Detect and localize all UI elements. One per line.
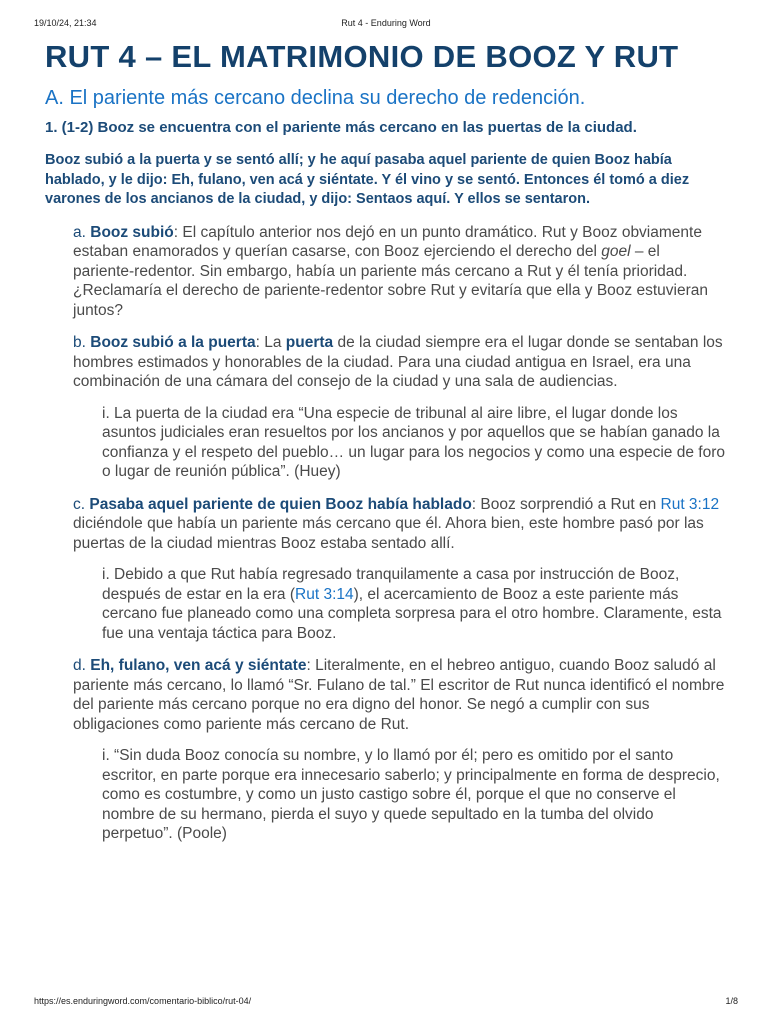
item-text: : La [255, 334, 286, 351]
page-title: RUT 4 – EL MATRIMONIO DE BOOZ Y RUT [45, 39, 679, 74]
item-text: ), el acercamiento de Booz a este pariente más cercano fue planeado como una completa sorpresa para el otro hombre. Claramente, esta fue una ventaja táctica para Booz. [102, 585, 722, 642]
commentary-item-b [73, 333, 725, 392]
commentary-item-c [73, 495, 725, 554]
item-keyword: Booz subió [90, 223, 174, 241]
print-datetime: 19/10/24, 21:34 [34, 18, 97, 28]
section-heading-a: A. El pariente más cercano declina su derecho de redención. [45, 87, 586, 109]
commentary-item-d [73, 656, 725, 734]
item-text: – el pariente-redentor. Sin embargo, había un pariente más cercano a Rut y él tenía prioridad. ¿Reclamaría el derecho de pariente-redentor sobre Rut y evitaría que ella y Booz estuvieran juntos? [73, 243, 708, 319]
item-keyword: Booz subió a la puerta [90, 334, 256, 351]
item-text: : El capítulo anterior nos dejó en un punto dramático. Rut y Booz obviamente estaban enamorados y querían casarse, con Booz ejerciendo el derecho del [73, 223, 702, 260]
print-header [34, 18, 738, 28]
scripture-verse: Booz subió a la puerta y se sentó allí; y he aquí pasaba aquel pariente de quien Booz había hablado, y le dijo: Eh, fulano, ven acá y siéntate. Y él vino y se sentó. Entonces él tomó a diez varones de los ancianos de la ciudad, y dijo: Sentaos aquí. Y ellos se sentaron. [45, 152, 690, 207]
commentary-subitem-c-i [102, 565, 725, 643]
scripture-link-rut-3-12[interactable]: Rut 3:12 [660, 495, 720, 513]
item-marker: a. [73, 223, 86, 241]
item-keyword: puerta [285, 334, 334, 351]
item-text: : Literalmente, en el hebreo antiguo, cuando Booz saludó al pariente más cercano, lo llamó “Sr. Fulano de tal.” El escritor de Rut nunca identificó el nombre del pariente más cercano porque no era digno del honor. Se negó a cumplir con sus obligaciones como pariente más cercano de Rut. [73, 657, 725, 733]
commentary-subitem-d-i: i. “Sin duda Booz conocía su nombre, y lo llamó por él; pero es omitido por el santo escritor, en parte porque era innecesario saberlo; y principalmente en forma de desprecio, como es costumbre, y como un justo castigo sobre él, porque el que no conserve el nombre de su hermano, pierda el suyo y quede sepultado en la tumba del olvido perpetuo”. (Poole) [102, 747, 720, 842]
item-marker: b. [73, 334, 86, 351]
scripture-link-rut-3-14[interactable]: Rut 3:14 [295, 585, 354, 603]
commentary-subitem-b-i: i. La puerta de la ciudad era “Una especie de tribunal al aire libre, el lugar donde los asuntos judiciales eran resueltos por los ancianos y por aquellos que se habían ganado la confianza y el respeto del pueblo… un lugar para los negocios y como una especie de foro o lugar de reunión pública”. (Huey) [102, 404, 725, 480]
print-url: https://es.enduringword.com/comentario-biblico/rut-04/ [34, 996, 252, 1006]
subsection-heading-1: 1. (1-2) Booz se encuentra con el pariente más cercano en las puertas de la ciudad. [45, 119, 637, 136]
item-text: : Booz sorprendió a Rut en [471, 495, 661, 513]
item-keyword: Pasaba aquel pariente de quien Booz había hablado [89, 495, 472, 513]
item-marker: c. [73, 495, 86, 513]
item-text: diciéndole que había un pariente más cercano que él. Ahora bien, este hombre pasó por las puertas de la ciudad mientras Booz estaba sentado allí. [73, 515, 704, 552]
article-content [45, 40, 725, 844]
print-footer [34, 996, 738, 1006]
item-keyword: Eh, fulano, ven acá y siéntate [90, 657, 307, 674]
item-italic-term: goel [601, 243, 631, 260]
item-marker: d. [73, 657, 86, 674]
item-text: i. Debido a que Rut había regresado tranquilamente a casa por instrucción de Booz, después de estar en la era ( [102, 566, 680, 603]
page-number: 1/8 [725, 996, 738, 1006]
commentary-item-a [73, 223, 725, 321]
item-text: de la ciudad siempre era el lugar donde se sentaban los hombres estimados y honorables de la ciudad. Para una ciudad antigua en Israel, era una combinación de una cámara del consejo de la ciudad y una sala de audiencias. [73, 334, 723, 390]
print-tab-title: Rut 4 - Enduring Word [341, 18, 431, 28]
